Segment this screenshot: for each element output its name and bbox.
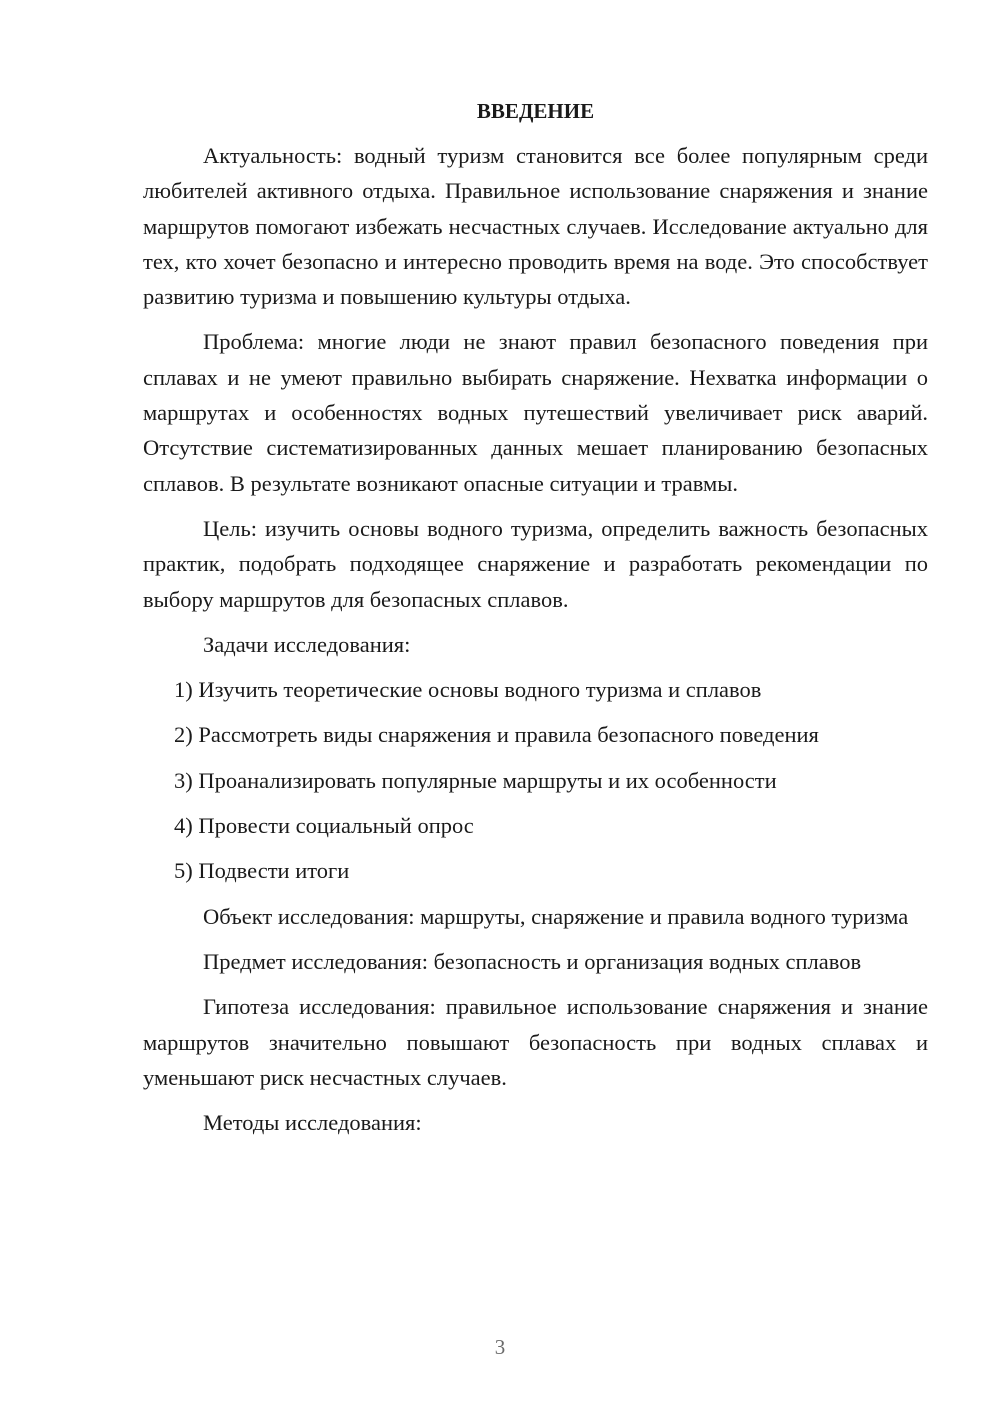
hypothesis-paragraph: Гипотеза исследования: правильное использование снаряжения и знание маршрутов значительно повышают безопасность при водных сплавах и уменьшают риск несчастных случаев. (143, 994, 928, 1090)
task-item: 4) Провести социальный опрос (174, 813, 474, 839)
goal-paragraph: Цель: изучить основы водного туризма, определить важность безопасных практик, подобрать подходящее снаряжение и разработать рекомендации по выбору маршрутов для безопасных сплавов. (143, 515, 928, 612)
methods-heading: Методы исследования: (203, 1110, 422, 1136)
task-item: 5) Подвести итоги (174, 858, 350, 884)
relevance-paragraph: Актуальность: водный туризм становится все более популярным среди любителей активного отдыха. Правильное использование снаряжения и знание маршрутов помогают избежать несчастных случаев. Исследование актуально для тех, кто хочет безопасно и интересно проводить время на воде. Это способствует развитию туризма и повышению культуры отдыха. (143, 143, 928, 310)
task-item: 3) Проанализировать популярные маршруты и их особенности (174, 767, 777, 793)
tasks-heading: Задачи исследования: (203, 631, 411, 657)
task-item: 2) Рассмотреть виды снаряжения и правила безопасного поведения (174, 722, 819, 748)
object-paragraph: Объект исследования: маршруты, снаряжение и правила водного туризма (203, 903, 909, 929)
task-item: 1) Изучить теоретические основы водного туризма и сплавов (174, 677, 762, 703)
tasks-list (143, 672, 928, 888)
section-title: ВВЕДЕНИЕ (476, 99, 595, 123)
subject-paragraph: Предмет исследования: безопасность и организация водных сплавов (203, 948, 862, 974)
document-page (143, 96, 928, 1150)
problem-paragraph: Проблема: многие люди не знают правил безопасного поведения при сплавах и не умеют правильно выбирать снаряжение. Нехватка информации о маршрутах и особенностях водных путешествий увеличивает риск аварий. Отсутствие систематизированных данных мешает планированию безопасных сплавов. В результате возникают опасные ситуации и травмы. (143, 329, 928, 496)
page-number: 3 (494, 1335, 506, 1359)
